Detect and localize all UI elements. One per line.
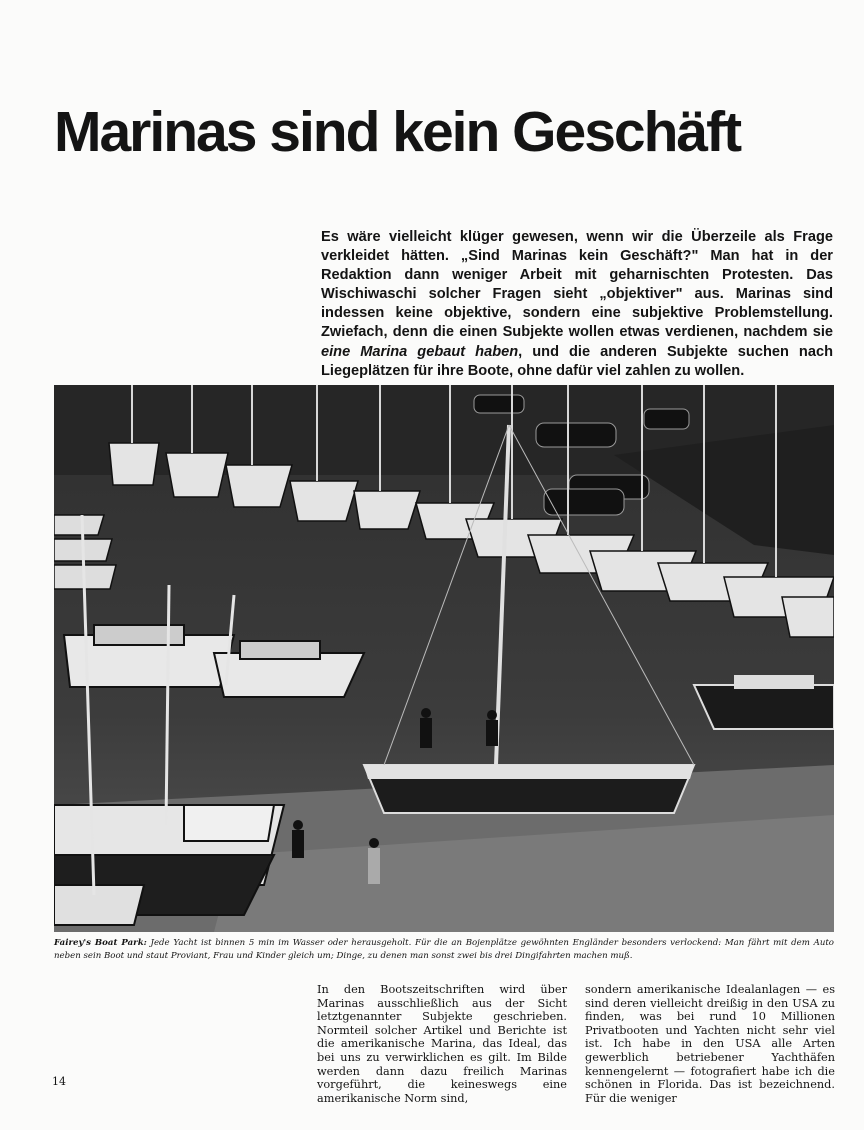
boat-park-illustration	[54, 385, 834, 932]
headline: Marinas sind kein Geschäft	[54, 100, 741, 164]
lead-emphasis: eine Marina gebaut haben	[321, 343, 519, 360]
lead-text-1: Es wäre vielleicht klüger gewesen, wenn wir die Überzeile als Frage verkleidet hätten. „Sind Marinas kein Geschäft?" Man hat in der Redaktion dann weniger Arbeit mit geharnischten Protesten. Das Wischiwaschi solcher Fragen sieht „objektiver" aus. Marinas sind indessen keine objektive, sondern eine subjektive Problemstellung. Zwiefach, denn die einen Subjekte wollen etwas verdienen, nachdem sie	[321, 229, 833, 341]
photo-caption	[54, 937, 834, 963]
lead-paragraph	[321, 228, 833, 381]
boat-park-photo	[54, 385, 834, 932]
body-column-2: sondern amerikanische Idealanlagen — es sind deren vielleicht dreißig in den USA zu finden, was bei rund 10 Millionen Privatbooten und Yachten nicht sehr viel ist. Ich habe in den USA alle Arten gewerblich betriebener Yachthäfen kennengelernt — fotografiert habe ich die schönen in Florida. Das ist bezeichnend. Für die weniger	[585, 983, 835, 1105]
body-column-1: In den Bootszeitschriften wird über Marinas ausschließlich aus der Sicht letztgenannter Subjekte geschrieben. Normteil solcher Artikel und Berichte ist die amerikanische Marina, das Ideal, das bei uns zu verwirklichen es gilt. Im Bilde werden dann dazu freilich Marinas vorgeführt, die keineswegs eine amerikanische Norm sind,	[317, 983, 567, 1105]
caption-label: Fairey's Boat Park:	[54, 938, 147, 948]
caption-text: Jede Yacht ist binnen 5 min im Wasser oder herausgeholt. Für die an Bojenplätze gewöhnten Engländer besonders verlockend: Man fährt mit dem Auto neben sein Boot und staut Proviant, Frau und Kinder gleich um; Dinge, zu denen man sonst zwei bis drei Dingifahrten machen muß.	[54, 938, 834, 961]
page-number: 14	[52, 1075, 66, 1088]
lead-text-2: , und die anderen Subjekte suchen nach Liegeplätzen für ihre Boote, ohne dafür viel zahlen zu wollen.	[321, 343, 833, 379]
